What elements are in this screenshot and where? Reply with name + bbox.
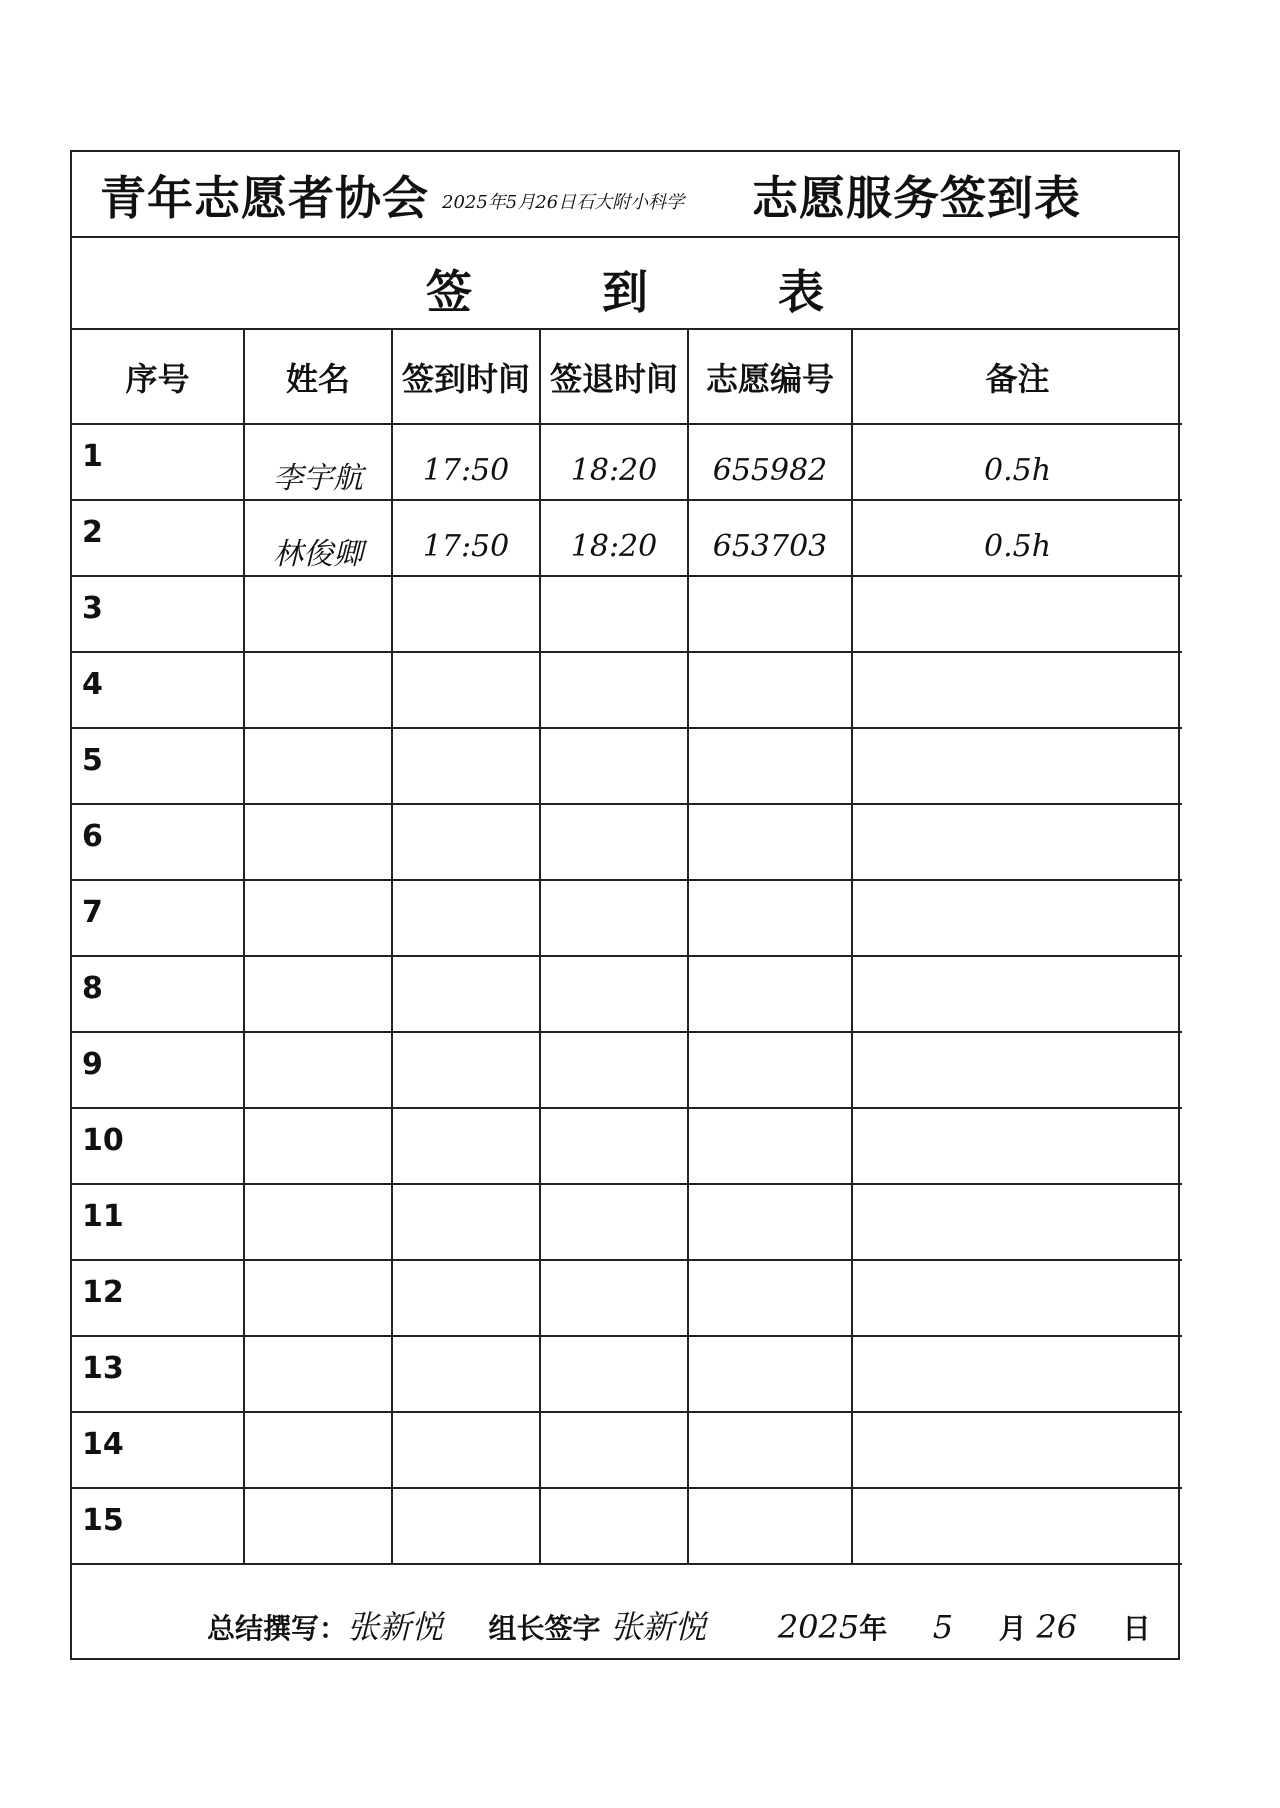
volunteer-name [244, 956, 392, 1032]
volunteer-name [244, 804, 392, 880]
header-index: 序号 [72, 330, 244, 424]
table-row [72, 1336, 1182, 1412]
volunteer-id [688, 1412, 852, 1488]
sign-in-time [392, 1260, 540, 1336]
volunteer-id [688, 1108, 852, 1184]
table-row [72, 804, 1182, 880]
sign-out-time [540, 1260, 688, 1336]
table-row [72, 1412, 1182, 1488]
sign-in-sheet [70, 150, 1180, 1660]
row-index: 2 [72, 500, 244, 576]
volunteer-id: 653703 [688, 500, 852, 576]
header-note: 备注 [852, 330, 1182, 424]
month-label: 月 [998, 1612, 1027, 1645]
title-form-name: 志愿服务签到表 [752, 171, 1081, 225]
sign-in-time [392, 804, 540, 880]
volunteer-name [244, 1488, 392, 1564]
sign-in-time [392, 1412, 540, 1488]
sign-in-time: 17:50 [392, 424, 540, 500]
note [852, 1032, 1182, 1108]
row-index: 12 [72, 1260, 244, 1336]
volunteer-name [244, 880, 392, 956]
year-label: 年 [859, 1612, 888, 1645]
volunteer-name [244, 1412, 392, 1488]
sign-out-time [540, 804, 688, 880]
note [852, 1488, 1182, 1564]
date-month: 5 [932, 1608, 954, 1646]
volunteer-name [244, 728, 392, 804]
table-header-row [72, 330, 1182, 424]
summary-label: 总结撰写： [207, 1612, 348, 1645]
subtitle: 签到表 [426, 265, 954, 319]
volunteer-name [244, 1184, 392, 1260]
row-index: 7 [72, 880, 244, 956]
sign-out-time [540, 728, 688, 804]
note [852, 956, 1182, 1032]
sign-out-time: 18:20 [540, 424, 688, 500]
sign-in-time [392, 728, 540, 804]
row-index: 14 [72, 1412, 244, 1488]
note [852, 1260, 1182, 1336]
table-row [72, 728, 1182, 804]
volunteer-name: 李宇航 [244, 424, 392, 500]
note [852, 1412, 1182, 1488]
volunteer-id: 655982 [688, 424, 852, 500]
row-index: 15 [72, 1488, 244, 1564]
leader-signature: 张新悦 [610, 1608, 707, 1646]
sign-in-time [392, 1032, 540, 1108]
volunteer-id [688, 804, 852, 880]
table-row [72, 1184, 1182, 1260]
sign-in-time [392, 1488, 540, 1564]
row-index: 9 [72, 1032, 244, 1108]
header-sign-out-time: 签退时间 [540, 330, 688, 424]
sign-out-time [540, 880, 688, 956]
leader-label: 组长签字 [488, 1612, 601, 1645]
sign-in-time [392, 880, 540, 956]
volunteer-id [688, 1032, 852, 1108]
table-row [72, 576, 1182, 652]
volunteer-id [688, 1488, 852, 1564]
sign-out-time [540, 652, 688, 728]
row-index: 4 [72, 652, 244, 728]
volunteer-id [688, 728, 852, 804]
sign-out-time [540, 1412, 688, 1488]
volunteer-name [244, 1032, 392, 1108]
note [852, 652, 1182, 728]
row-index: 1 [72, 424, 244, 500]
summary-signature: 张新悦 [347, 1608, 444, 1646]
sign-out-time: 18:20 [540, 500, 688, 576]
sign-out-time [540, 956, 688, 1032]
row-index: 13 [72, 1336, 244, 1412]
table-body [72, 424, 1182, 1564]
title-row [72, 152, 1178, 238]
header-sign-in-time: 签到时间 [392, 330, 540, 424]
sign-in-time [392, 576, 540, 652]
note [852, 1108, 1182, 1184]
header-name: 姓名 [244, 330, 392, 424]
volunteer-name [244, 1108, 392, 1184]
footer-row [72, 1586, 1178, 1658]
volunteer-id [688, 956, 852, 1032]
table-row [72, 1032, 1182, 1108]
row-index: 11 [72, 1184, 244, 1260]
volunteer-id [688, 652, 852, 728]
table-row [72, 1488, 1182, 1564]
title-organization: 青年志愿者协会 [100, 171, 429, 225]
sign-out-time [540, 1488, 688, 1564]
volunteer-id [688, 576, 852, 652]
date-year: 2025 [777, 1608, 860, 1646]
note [852, 1336, 1182, 1412]
title-handwritten-event: 2025年5月26日石大附小科学 [442, 192, 685, 213]
sign-out-time [540, 576, 688, 652]
row-index: 3 [72, 576, 244, 652]
volunteer-name: 林俊卿 [244, 500, 392, 576]
note [852, 880, 1182, 956]
note [852, 728, 1182, 804]
sign-in-time [392, 652, 540, 728]
note: 0.5h [852, 500, 1182, 576]
volunteer-name [244, 1336, 392, 1412]
table-row [72, 652, 1182, 728]
volunteer-name [244, 1260, 392, 1336]
day-label: 日 [1122, 1612, 1151, 1645]
sign-in-time: 17:50 [392, 500, 540, 576]
table-row [72, 500, 1182, 576]
sign-in-time [392, 1336, 540, 1412]
subtitle-row [72, 238, 1178, 330]
sign-out-time [540, 1336, 688, 1412]
header-volunteer-id: 志愿编号 [688, 330, 852, 424]
table-row [72, 956, 1182, 1032]
row-index: 10 [72, 1108, 244, 1184]
table-row [72, 424, 1182, 500]
note: 0.5h [852, 424, 1182, 500]
note [852, 1184, 1182, 1260]
note [852, 804, 1182, 880]
sign-in-time [392, 1108, 540, 1184]
table-row [72, 880, 1182, 956]
table-row [72, 1260, 1182, 1336]
volunteer-id [688, 880, 852, 956]
volunteer-id [688, 1336, 852, 1412]
sign-in-time [392, 956, 540, 1032]
sign-in-table [72, 330, 1182, 1565]
sign-out-time [540, 1108, 688, 1184]
volunteer-id [688, 1260, 852, 1336]
sign-in-time [392, 1184, 540, 1260]
sign-out-time [540, 1184, 688, 1260]
row-index: 8 [72, 956, 244, 1032]
note [852, 576, 1182, 652]
volunteer-id [688, 1184, 852, 1260]
date-day: 26 [1036, 1608, 1078, 1646]
volunteer-name [244, 652, 392, 728]
footer [207, 1602, 1151, 1648]
sign-out-time [540, 1032, 688, 1108]
table-row [72, 1108, 1182, 1184]
row-index: 5 [72, 728, 244, 804]
volunteer-name [244, 576, 392, 652]
row-index: 6 [72, 804, 244, 880]
